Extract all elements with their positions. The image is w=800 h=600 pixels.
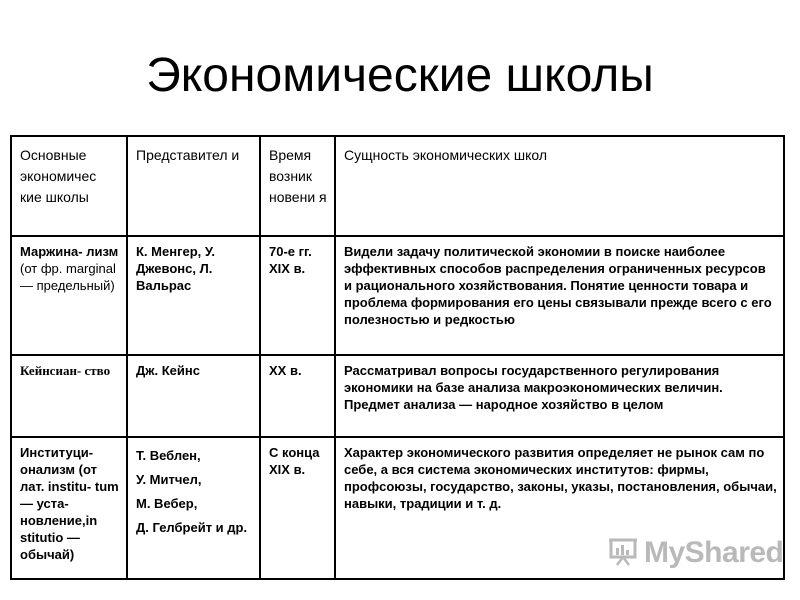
header-cell-time: Время возник новени я	[260, 136, 335, 236]
table-row	[11, 355, 784, 437]
header-cell-essence: Сущность экономических школ	[335, 136, 784, 236]
representative: Т. Веблен,	[136, 448, 201, 463]
header-cell-school: Основные экономичес кие школы	[11, 136, 127, 236]
watermark-text: MyShared	[644, 536, 784, 569]
school-cell: Институци- онализм (от лат. institu- tum — уста- новление,in stitutio — обычай)	[11, 437, 127, 579]
page-title: Экономические школы	[146, 49, 654, 102]
essence-cell: Рассматривал вопросы государственного регулирования экономики на базе анализа макроэкономических величин. Предмет анализа — народное хозяйство в целом	[335, 355, 784, 437]
representatives-cell: Дж. Кейнс	[127, 355, 260, 437]
school-name: Маржина- лизм	[20, 244, 119, 259]
representatives-cell	[127, 437, 260, 579]
school-cell	[11, 236, 127, 355]
representatives-cell: К. Менгер, У. Джевонс, Л. Вальрас	[127, 236, 260, 355]
essence-cell: Характер экономического развития определяет не рынок сам по себе, а вся система экономических институтов: фирмы, профсоюзы, государство, законы, указы, постановления, обычаи, навыки, традиции и т. д.	[335, 437, 784, 579]
school-cell: Кейнсиан- ство	[11, 355, 127, 437]
representative: М. Вебер,	[136, 496, 198, 511]
presentation-board-icon	[608, 536, 638, 571]
school-note: (от фр. marginal — предельный)	[20, 261, 116, 293]
time-cell: XX в.	[260, 355, 335, 437]
table-row	[11, 236, 784, 355]
schools-table	[10, 135, 785, 580]
watermark	[608, 538, 783, 568]
table-header-row	[11, 136, 784, 236]
representative: Д. Гелбрейт и др.	[136, 520, 248, 535]
essence-cell: Видели задачу политической экономии в поиске наиболее эффективных способов распределения ограниченных ресурсов и рационального хозяйствования. Понятие ценности товара и проблема формирования его цены связывали прежде всего с его полезностью и редкостью	[335, 236, 784, 355]
time-cell: 70-е гг. XIX в.	[260, 236, 335, 355]
header-cell-representatives: Представител и	[127, 136, 260, 236]
representative: У. Митчел,	[136, 472, 202, 487]
time-cell: С конца XIX в.	[260, 437, 335, 579]
